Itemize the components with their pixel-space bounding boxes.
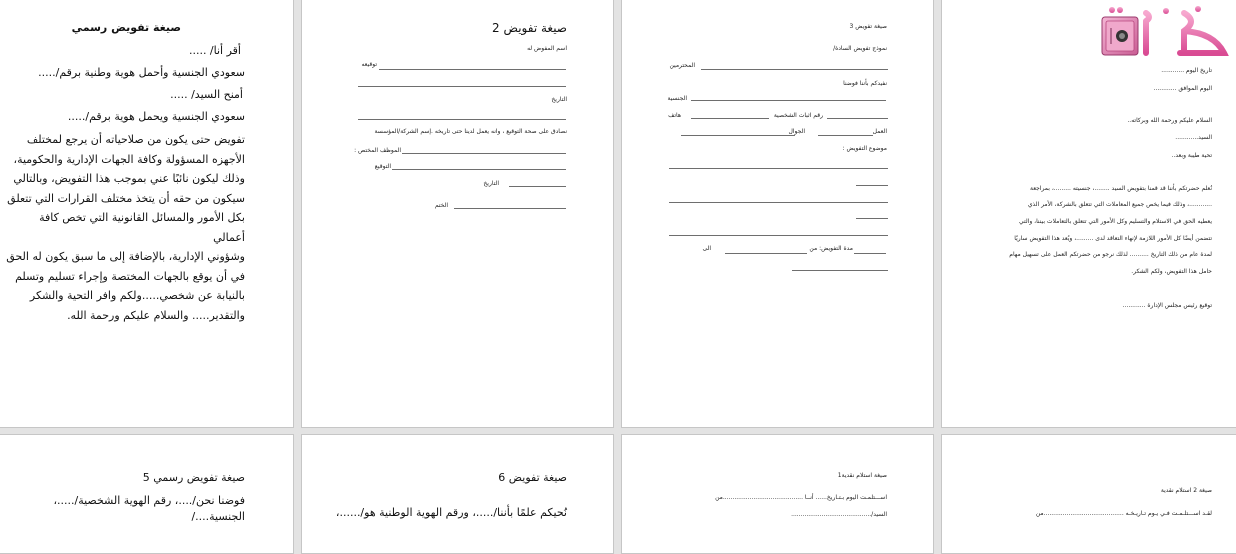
paragraph-line: في أن يوقع بالجهات المختصة وإجراء تسليم وتسلم (15, 269, 245, 283)
text-line: سعودي الجنسية ويحمل هوية برقم/..... (67, 110, 245, 123)
subject-line[interactable] (669, 168, 888, 169)
greeting: السلام عليكم ورحمة الله وبركاته.. (1127, 117, 1212, 124)
field-label: المحترمين (669, 62, 695, 69)
salutation: تحية طيبة وبعد.. (1171, 152, 1212, 159)
field-label: رقم اثبات الشخصية (773, 112, 823, 119)
field-label: التاريخ (483, 180, 499, 187)
document-page-4[interactable] (941, 0, 1236, 428)
paragraph-line: وشؤوني الإدارية، بالإضافة إلى ما سبق يكون له الحق (6, 250, 245, 263)
document-page-6[interactable] (301, 434, 614, 554)
field-label: التوقيع (374, 163, 391, 170)
blank-line[interactable] (701, 69, 888, 70)
text-line: لقـد اســـتلـمـت فـي يـوم تـاريـخـه ..........................................من (1035, 510, 1212, 517)
document-page-7[interactable] (621, 434, 934, 554)
field-label: العمل (872, 128, 887, 135)
text-line: اســـتلمـت اليوم بـتـاريخ...... أنــا ..........................................من (715, 494, 887, 501)
page-title: صيغة تفويض 6 (498, 471, 567, 484)
subject-line[interactable] (669, 202, 888, 203)
field-label: التاريخ (551, 96, 567, 103)
paragraph-line: حامل هذا التفويض، ولكم الشكر. (1131, 268, 1212, 275)
paragraph-line: وذلك ليكون نائبًا عني بموجب هذا التفويض، وبالتالي (13, 172, 245, 185)
signature-line: توقيع رئيس مجلس الإدارة ............ (1122, 302, 1212, 309)
page-title: صيغة استلام نقدية1 (837, 472, 887, 479)
paragraph-line: الأجهزه المسؤولة وكافة الجهات الإدارية والحكومية، (13, 152, 245, 166)
blank-line[interactable] (792, 270, 888, 271)
field-label: مدة التفويض: من (809, 245, 853, 252)
field-label: الختم (434, 202, 448, 209)
paragraph-line: يعطيه الحق في الاستلام والتسليم وكل الأمور التي تتعلق بالتعاملات بيننا، والتي (1019, 218, 1212, 225)
subject-line[interactable] (856, 218, 888, 219)
field-label: توقيعه (361, 61, 377, 68)
period-to-line[interactable] (725, 253, 807, 254)
nationality-line[interactable] (691, 100, 886, 101)
field-label: هاتف (668, 112, 681, 119)
blank-line[interactable] (358, 86, 566, 87)
text-line: الجنسية..../ (191, 510, 245, 523)
paragraph-line: والتقدير..... والسلام عليكم ورحمة الله. (67, 308, 245, 322)
subject-line[interactable] (669, 235, 888, 236)
mister-line: السيد............ (1175, 134, 1212, 141)
period-from-line[interactable] (854, 253, 886, 254)
phone-line[interactable] (691, 118, 769, 119)
paragraph-line: نُعلم حضرتكم بأننا قد قمنا بتفويض السيد ........، جنسيته .........، بمراجعة (1029, 185, 1212, 192)
text-line: فوضنا نحن/....، رقم الهوية الشخصية/.....، (53, 494, 245, 507)
paragraph-line: بكل الأمور والمسائل القانونية التي تخص كافة أعمالي (39, 211, 245, 244)
field-label: الجوال (788, 128, 805, 135)
mobile-line[interactable] (681, 135, 795, 136)
paragraph-line: تتضمن أيضًا كل الأمور اللازمة لإنهاء التعاقد لدى .........، ويُعد هذا التفويض ساريًا (1014, 235, 1212, 242)
text-line: أقر أنا/ ..... (188, 44, 241, 57)
svg-text:خزنة: خزنة (1094, 3, 1096, 4)
document-page-5[interactable] (0, 434, 294, 554)
field-label: الى (702, 245, 711, 252)
stamp-line[interactable] (454, 208, 566, 209)
paragraph-line: تفويض حتى يكون من صلاحياته أن يرجع لمختلف (26, 133, 245, 146)
certify-text: نصادق على صحة التوقيع ، وانه يعمل لدينا حتى تاريخه .إسم الشركة/المؤسسة (374, 128, 567, 135)
field-label: الجنسية (667, 95, 687, 102)
text-line: سعودي الجنسية وأحمل هوية وطنية برقم/..... (38, 66, 245, 79)
text-line: أمنح السيد/ ..... (170, 88, 243, 101)
page-title: صيغة تفويض 2 (492, 21, 567, 35)
page-title: صيغة تفويض 3 (849, 23, 887, 30)
work-line[interactable] (818, 135, 873, 136)
signature-line[interactable] (379, 69, 566, 70)
document-page-8[interactable] (941, 434, 1236, 554)
text-line: نفيدكم بأننا فوضنا (843, 80, 887, 87)
signature-line[interactable] (392, 169, 566, 170)
page-title: صيغة تفويض رسمي 5 (142, 471, 245, 484)
text-line: السيد/.......................................... (791, 511, 887, 518)
page-title: صيغة تفويض رسمي (71, 21, 181, 34)
date-corresponding: اليوم الموافق ............ (1153, 85, 1212, 92)
document-page-2[interactable] (301, 0, 614, 428)
date-line[interactable] (358, 119, 566, 120)
khazna-logo (1094, 3, 1236, 61)
field-label: اسم المفوض له (527, 45, 567, 52)
document-page-1[interactable] (0, 0, 294, 428)
paragraph-line: لمدة عام من ذلك التاريخ .......... لذلك نرجو من حضرتكم العمل على تسهيل مهام (1009, 251, 1212, 258)
page-title: صيغة 2 استلام نقدية (1160, 487, 1212, 494)
id-line[interactable] (827, 118, 888, 119)
paragraph-line: ............، وذلك فيما يخص جميع المعاملات التي تتعلق بالشركة، الأمر الذي (1027, 201, 1212, 208)
body-paragraph (5, 130, 245, 325)
date-today: تاريخ اليوم ............ (1161, 67, 1212, 74)
paragraph-line: سيكون من حقه أن يتخذ مختلف القرارات التي تتعلق (7, 191, 245, 205)
subject-line[interactable] (856, 185, 888, 186)
field-label: موضوع التفويض : (842, 145, 887, 152)
employee-line[interactable] (402, 153, 566, 154)
document-page-3[interactable] (621, 0, 934, 428)
text-line: نُحيكم علمًا بأننا/.....، ورقم الهوية الوطنية هو/......، (335, 506, 567, 519)
text-line: نموذج تفويض السادة/ (833, 45, 887, 52)
date-line[interactable] (509, 186, 566, 187)
paragraph-line: بالنيابة عن شخصي.....ولكم وافر التحية والشكر (29, 289, 245, 302)
field-label: الموظف المختص : (354, 147, 401, 154)
